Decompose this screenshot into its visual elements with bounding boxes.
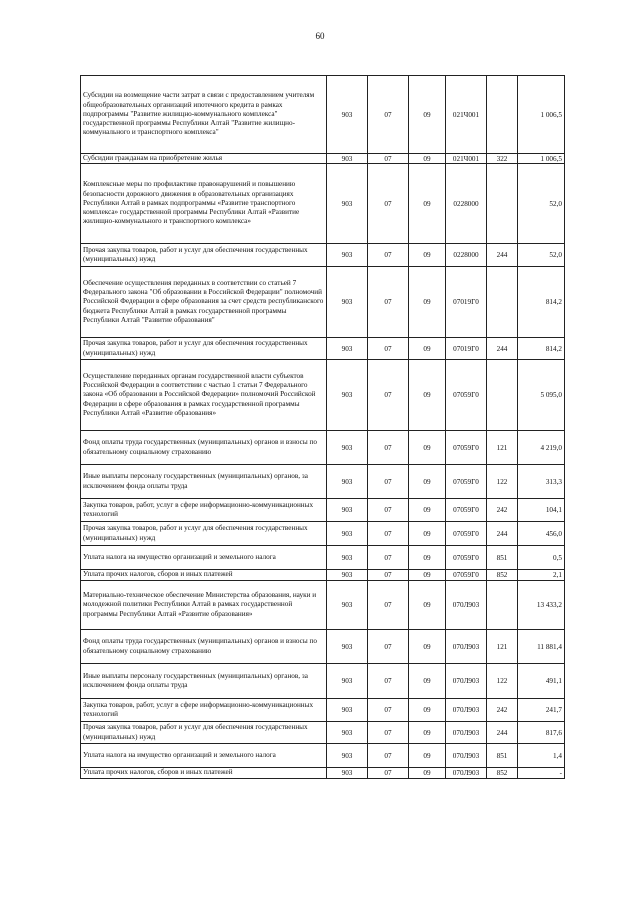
row-description xyxy=(81,768,327,779)
table-body xyxy=(81,76,565,779)
row-amount: 0,5 xyxy=(518,546,565,570)
table-row xyxy=(81,768,565,779)
row-amount: 241,7 xyxy=(518,699,565,722)
row-amount: 1 006,5 xyxy=(518,76,565,154)
row-target-article-code: 070Л903 xyxy=(446,664,487,699)
row-subsection-code: 09 xyxy=(409,581,446,630)
row-description xyxy=(81,154,327,164)
row-subsection-code: 09 xyxy=(409,76,446,154)
row-subsection-code: 09 xyxy=(409,244,446,267)
row-department-code: 903 xyxy=(327,267,368,338)
row-expense-type-code: 244 xyxy=(487,244,518,267)
row-amount: 491,1 xyxy=(518,664,565,699)
row-target-article-code: 07059Г0 xyxy=(446,546,487,570)
table-row xyxy=(81,431,565,465)
row-description xyxy=(81,699,327,722)
row-target-article-code: 021Ч001 xyxy=(446,76,487,154)
table-row xyxy=(81,546,565,570)
table-row xyxy=(81,699,565,722)
row-description-text: Комплексные меры по профилактике правонарушений и повышению безопасности дорожного движения в образовательных организациях Республики Алтай в рамках подпрограммы «Развитие транспортного комплекса» государственной программы Республики Алтай «Развитие жилищно-коммунального и транспортного комплекса» xyxy=(83,180,300,226)
table-row xyxy=(81,465,565,499)
row-section-code: 07 xyxy=(368,154,409,164)
row-subsection-code: 09 xyxy=(409,465,446,499)
row-description-text: Прочая закупка товаров, работ и услуг для обеспечения государственных (муниципальных) нужд xyxy=(83,339,308,357)
row-description-text: Фонд оплаты труда государственных (муниципальных) органов и взносы по обязательному социальному страхованию xyxy=(83,438,317,456)
row-department-code: 903 xyxy=(327,768,368,779)
row-subsection-code: 09 xyxy=(409,522,446,546)
row-subsection-code: 09 xyxy=(409,699,446,722)
row-department-code: 903 xyxy=(327,522,368,546)
row-department-code: 903 xyxy=(327,465,368,499)
row-description-text: Уплата прочих налогов, сборов и иных платежей xyxy=(83,570,233,579)
row-expense-type-code xyxy=(487,360,518,431)
row-expense-type-code: 122 xyxy=(487,664,518,699)
row-description xyxy=(81,546,327,570)
row-department-code: 903 xyxy=(327,699,368,722)
row-section-code: 07 xyxy=(368,522,409,546)
row-amount: 5 095,0 xyxy=(518,360,565,431)
row-description-text: Прочая закупка товаров, работ и услуг для обеспечения государственных (муниципальных) нужд xyxy=(83,723,308,741)
table-row xyxy=(81,522,565,546)
row-section-code: 07 xyxy=(368,338,409,360)
row-amount: 52,0 xyxy=(518,244,565,267)
row-description-text: Обеспечение осуществления переданных в соответствии со статьей 7 Федерального закона "Об образовании в Российской Федерации" полномочий Российской Федерации в сфере образования за счет средств республиканского бюджета Республики Алтай в рамках государственной программы Республики Алтай "Развитие образования" xyxy=(83,278,324,324)
row-description-text: Прочая закупка товаров, работ и услуг для обеспечения государственных (муниципальных) нужд xyxy=(83,245,308,263)
row-section-code: 07 xyxy=(368,164,409,244)
row-expense-type-code: 851 xyxy=(487,546,518,570)
row-amount: 13 433,2 xyxy=(518,581,565,630)
row-subsection-code: 09 xyxy=(409,722,446,744)
row-section-code: 07 xyxy=(368,664,409,699)
row-section-code: 07 xyxy=(368,546,409,570)
row-amount: 814,2 xyxy=(518,338,565,360)
row-target-article-code: 07019Г0 xyxy=(446,267,487,338)
row-expense-type-code: 242 xyxy=(487,699,518,722)
row-section-code: 07 xyxy=(368,360,409,431)
row-department-code: 903 xyxy=(327,722,368,744)
row-description xyxy=(81,164,327,244)
page-number: 60 xyxy=(315,31,325,41)
row-description-text: Фонд оплаты труда государственных (муниципальных) органов и взносы по обязательному социальному страхованию xyxy=(83,637,317,655)
row-department-code: 903 xyxy=(327,154,368,164)
row-description xyxy=(81,267,327,338)
row-description-text: Материально-техническое обеспечение Министерства образования, науки и молодежной политики Республики Алтай в рамках государственной программы Республики Алтай «Развитие образования» xyxy=(83,591,317,618)
row-description-text: Иные выплаты персоналу государственных (муниципальных) органов, за исключением фонда оплаты труда xyxy=(83,671,308,689)
row-target-article-code: 070Л903 xyxy=(446,630,487,664)
row-amount: 313,3 xyxy=(518,465,565,499)
row-amount: - xyxy=(518,768,565,779)
row-description xyxy=(81,431,327,465)
row-target-article-code: 0228000 xyxy=(446,244,487,267)
row-amount: 1,4 xyxy=(518,744,565,768)
row-description-text: Закупка товаров, работ, услуг в сфере информационно-коммуникационных технологий xyxy=(83,700,314,718)
row-amount: 456,0 xyxy=(518,522,565,546)
row-target-article-code: 070Л903 xyxy=(446,768,487,779)
row-target-article-code: 07019Г0 xyxy=(446,338,487,360)
row-subsection-code: 09 xyxy=(409,744,446,768)
row-section-code: 07 xyxy=(368,581,409,630)
row-amount: 11 881,4 xyxy=(518,630,565,664)
budget-table xyxy=(80,75,565,779)
row-target-article-code: 07059Г0 xyxy=(446,360,487,431)
row-description xyxy=(81,722,327,744)
row-expense-type-code: 322 xyxy=(487,154,518,164)
row-section-code: 07 xyxy=(368,699,409,722)
row-department-code: 903 xyxy=(327,581,368,630)
row-subsection-code: 09 xyxy=(409,768,446,779)
row-description-text: Иные выплаты персоналу государственных (муниципальных) органов, за исключением фонда оплаты труда xyxy=(83,472,308,490)
row-target-article-code: 07059Г0 xyxy=(446,431,487,465)
row-amount: 817,6 xyxy=(518,722,565,744)
row-department-code: 903 xyxy=(327,570,368,581)
row-target-article-code: 021Ч001 xyxy=(446,154,487,164)
row-description-text: Прочая закупка товаров, работ и услуг для обеспечения государственных (муниципальных) нужд xyxy=(83,524,308,542)
row-section-code: 07 xyxy=(368,768,409,779)
row-section-code: 07 xyxy=(368,465,409,499)
row-department-code: 903 xyxy=(327,630,368,664)
row-description xyxy=(81,522,327,546)
row-expense-type-code xyxy=(487,267,518,338)
row-department-code: 903 xyxy=(327,76,368,154)
row-target-article-code: 07059Г0 xyxy=(446,570,487,581)
row-target-article-code: 0228000 xyxy=(446,164,487,244)
row-subsection-code: 09 xyxy=(409,338,446,360)
table-row xyxy=(81,499,565,522)
row-target-article-code: 070Л903 xyxy=(446,744,487,768)
row-amount: 104,1 xyxy=(518,499,565,522)
row-amount: 4 219,0 xyxy=(518,431,565,465)
row-expense-type-code: 244 xyxy=(487,338,518,360)
row-department-code: 903 xyxy=(327,546,368,570)
table-row xyxy=(81,76,565,154)
row-description xyxy=(81,244,327,267)
row-expense-type-code xyxy=(487,164,518,244)
row-expense-type-code: 122 xyxy=(487,465,518,499)
table-row xyxy=(81,267,565,338)
table-row xyxy=(81,244,565,267)
row-expense-type-code: 244 xyxy=(487,522,518,546)
row-section-code: 07 xyxy=(368,570,409,581)
row-target-article-code: 070Л903 xyxy=(446,581,487,630)
row-subsection-code: 09 xyxy=(409,154,446,164)
row-description xyxy=(81,630,327,664)
row-amount: 2,1 xyxy=(518,570,565,581)
row-description xyxy=(81,465,327,499)
row-target-article-code: 070Л903 xyxy=(446,699,487,722)
table-row xyxy=(81,360,565,431)
row-description-text: Субсидии гражданам на приобретение жилья xyxy=(83,154,223,162)
row-description-text: Закупка товаров, работ, услуг в сфере информационно-коммуникационных технологий xyxy=(83,500,314,518)
row-department-code: 903 xyxy=(327,499,368,522)
row-description xyxy=(81,360,327,431)
row-section-code: 07 xyxy=(368,744,409,768)
row-description-text: Осуществление переданных органам государственной власти субъектов Российской Федерации в соответствии с частью 1 статьи 7 Федерального закона «Об образовании в Российской Федерации» полномочий Российской Федерации в сфере образования в рамках государственной программы Республики Алтай «Развитие образования» xyxy=(83,371,316,417)
row-description-text: Уплата прочих налогов, сборов и иных платежей xyxy=(83,768,233,777)
row-expense-type-code: 852 xyxy=(487,570,518,581)
row-section-code: 07 xyxy=(368,76,409,154)
table-row xyxy=(81,154,565,164)
row-expense-type-code: 242 xyxy=(487,499,518,522)
row-expense-type-code: 851 xyxy=(487,744,518,768)
table-row xyxy=(81,581,565,630)
table-row xyxy=(81,744,565,768)
row-subsection-code: 09 xyxy=(409,431,446,465)
row-description xyxy=(81,338,327,360)
row-description xyxy=(81,581,327,630)
row-expense-type-code: 852 xyxy=(487,768,518,779)
row-target-article-code: 070Л903 xyxy=(446,722,487,744)
table-row xyxy=(81,338,565,360)
row-expense-type-code xyxy=(487,581,518,630)
row-department-code: 903 xyxy=(327,164,368,244)
row-expense-type-code: 244 xyxy=(487,722,518,744)
row-description xyxy=(81,664,327,699)
row-subsection-code: 09 xyxy=(409,664,446,699)
row-subsection-code: 09 xyxy=(409,499,446,522)
row-subsection-code: 09 xyxy=(409,546,446,570)
row-section-code: 07 xyxy=(368,722,409,744)
table-row xyxy=(81,722,565,744)
row-subsection-code: 09 xyxy=(409,630,446,664)
row-expense-type-code xyxy=(487,76,518,154)
row-subsection-code: 09 xyxy=(409,570,446,581)
row-expense-type-code: 121 xyxy=(487,431,518,465)
row-department-code: 903 xyxy=(327,244,368,267)
row-section-code: 07 xyxy=(368,244,409,267)
row-section-code: 07 xyxy=(368,267,409,338)
row-description xyxy=(81,570,327,581)
table-row xyxy=(81,570,565,581)
row-amount: 814,2 xyxy=(518,267,565,338)
row-department-code: 903 xyxy=(327,338,368,360)
row-description xyxy=(81,499,327,522)
row-description-text: Субсидии на возмещение части затрат в связи с предоставлением учителям общеобразовательных организаций ипотечного кредита в рамках подпрограммы "Развитие жилищно-коммунального комплекса" государственной программы Республики Алтай "Развитие жилищно-коммунального и транспортного комплекса" xyxy=(83,91,315,137)
row-section-code: 07 xyxy=(368,499,409,522)
row-description xyxy=(81,76,327,154)
row-target-article-code: 07059Г0 xyxy=(446,522,487,546)
row-department-code: 903 xyxy=(327,431,368,465)
row-amount: 1 006,5 xyxy=(518,154,565,164)
row-department-code: 903 xyxy=(327,360,368,431)
row-description-text: Уплата налога на имущество организаций и земельного налога xyxy=(83,750,276,759)
table-row xyxy=(81,630,565,664)
row-description-text: Уплата налога на имущество организаций и земельного налога xyxy=(83,552,276,561)
row-description xyxy=(81,744,327,768)
table-row xyxy=(81,164,565,244)
row-target-article-code: 07059Г0 xyxy=(446,499,487,522)
row-amount: 52,0 xyxy=(518,164,565,244)
row-target-article-code: 07059Г0 xyxy=(446,465,487,499)
row-subsection-code: 09 xyxy=(409,267,446,338)
row-department-code: 903 xyxy=(327,744,368,768)
row-department-code: 903 xyxy=(327,664,368,699)
row-subsection-code: 09 xyxy=(409,164,446,244)
row-subsection-code: 09 xyxy=(409,360,446,431)
table-row xyxy=(81,664,565,699)
row-section-code: 07 xyxy=(368,431,409,465)
row-section-code: 07 xyxy=(368,630,409,664)
row-expense-type-code: 121 xyxy=(487,630,518,664)
